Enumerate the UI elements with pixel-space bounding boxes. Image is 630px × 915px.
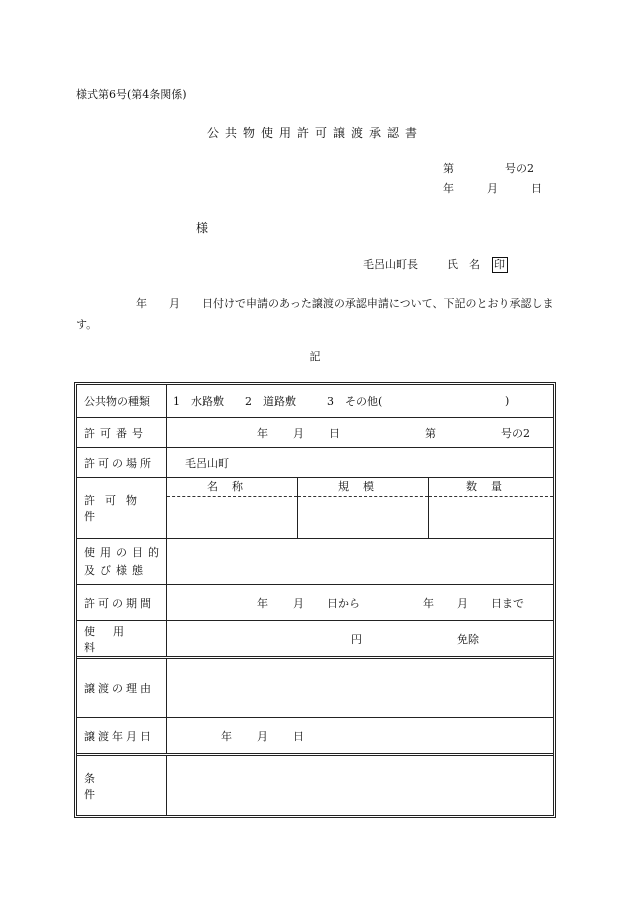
- period-end-month: 月: [457, 596, 468, 610]
- seal-mark: 印: [492, 257, 508, 273]
- label-fee: 使用料: [77, 621, 167, 656]
- cell-conditions: [167, 756, 553, 815]
- fee-exempt: 免除: [457, 632, 479, 646]
- items-header-qty: 数量: [429, 478, 553, 497]
- row-place: [77, 448, 553, 478]
- label-period: 許可の期間: [77, 585, 167, 620]
- row-conditions: [77, 756, 553, 815]
- label-purpose-line2: 及び様態: [84, 563, 148, 577]
- permit-year: 年: [257, 426, 268, 440]
- period-start-month: 月: [293, 596, 304, 610]
- period-end-year: 年: [423, 596, 434, 610]
- doc-number-prefix: 第: [443, 162, 454, 175]
- ki-heading: 記: [309, 350, 321, 363]
- label-items: 許可物件: [77, 478, 167, 538]
- label-reason: 譲渡の理由: [77, 659, 167, 717]
- row-fee: [77, 621, 553, 659]
- body-text-content: 年 月 日付けで申請のあった譲渡の承認申請について、下記のとおり承認します。: [76, 297, 554, 331]
- transfer-month: 月: [257, 729, 268, 743]
- row-items: [77, 478, 553, 539]
- permit-no-prefix: 第: [425, 426, 436, 440]
- cell-reason: [167, 659, 553, 717]
- kind-option-2: 2 道路敷: [245, 395, 296, 408]
- place-value: 毛呂山町: [185, 456, 229, 470]
- transfer-year: 年: [221, 729, 232, 743]
- sender-name-label: 氏 名: [447, 258, 480, 271]
- cell-period: [167, 585, 553, 620]
- cell-permit-number: [167, 418, 553, 447]
- issue-date: [443, 180, 542, 196]
- kind-option-3: 3 その他(: [327, 395, 383, 408]
- label-permit-number: 許可番号: [77, 418, 167, 447]
- row-kind: [77, 385, 553, 418]
- transfer-day: 日: [293, 729, 304, 743]
- permit-table: [74, 382, 556, 818]
- row-purpose: [77, 539, 553, 585]
- row-reason: [77, 659, 553, 718]
- items-header-name: 名称: [167, 478, 297, 497]
- sender-block: [363, 256, 508, 273]
- cell-purpose: [167, 539, 553, 584]
- row-permit-number: [77, 418, 553, 448]
- permit-month: 月: [293, 426, 304, 440]
- recipient-suffix: 様: [196, 221, 209, 235]
- label-place: 許可の場所: [77, 448, 167, 477]
- items-col-scale: [298, 478, 429, 538]
- label-transfer-date: 譲渡年月日: [77, 718, 167, 753]
- period-start-day: 日から: [327, 596, 360, 610]
- cell-fee: [167, 621, 553, 656]
- period-end-day: 日まで: [491, 596, 524, 610]
- items-col-qty: [429, 478, 553, 538]
- row-transfer-date: [77, 718, 553, 756]
- cell-items: [167, 478, 553, 538]
- permit-day: 日: [329, 426, 340, 440]
- body-text: [76, 293, 556, 335]
- issue-day: 日: [531, 182, 542, 195]
- items-col-name: [167, 478, 298, 538]
- form-number: 様式第6号(第4条関係): [76, 88, 187, 101]
- period-start-year: 年: [257, 596, 268, 610]
- row-period: [77, 585, 553, 621]
- label-conditions: 条件: [77, 756, 167, 815]
- document-number: [443, 160, 534, 176]
- cell-transfer-date: [167, 718, 553, 753]
- kind-option-1: 1 水路敷: [173, 395, 224, 408]
- items-header-scale: 規模: [298, 478, 428, 497]
- label-kind: 公共物の種類: [77, 385, 167, 417]
- label-purpose-line1: 使用の目的: [84, 545, 164, 559]
- fee-yen: 円: [351, 632, 362, 646]
- cell-kind: [167, 385, 553, 417]
- issue-year: 年: [443, 182, 454, 195]
- cell-place: [167, 448, 553, 477]
- label-purpose: [77, 539, 167, 584]
- kind-close: ): [505, 394, 510, 408]
- document-title: 公共物使用許可譲渡承認書: [206, 126, 423, 140]
- sender-org: 毛呂山町長: [363, 258, 418, 271]
- permit-no-suffix: 号の2: [501, 426, 530, 440]
- issue-month: 月: [487, 182, 498, 195]
- doc-number-suffix: 号の2: [505, 162, 534, 175]
